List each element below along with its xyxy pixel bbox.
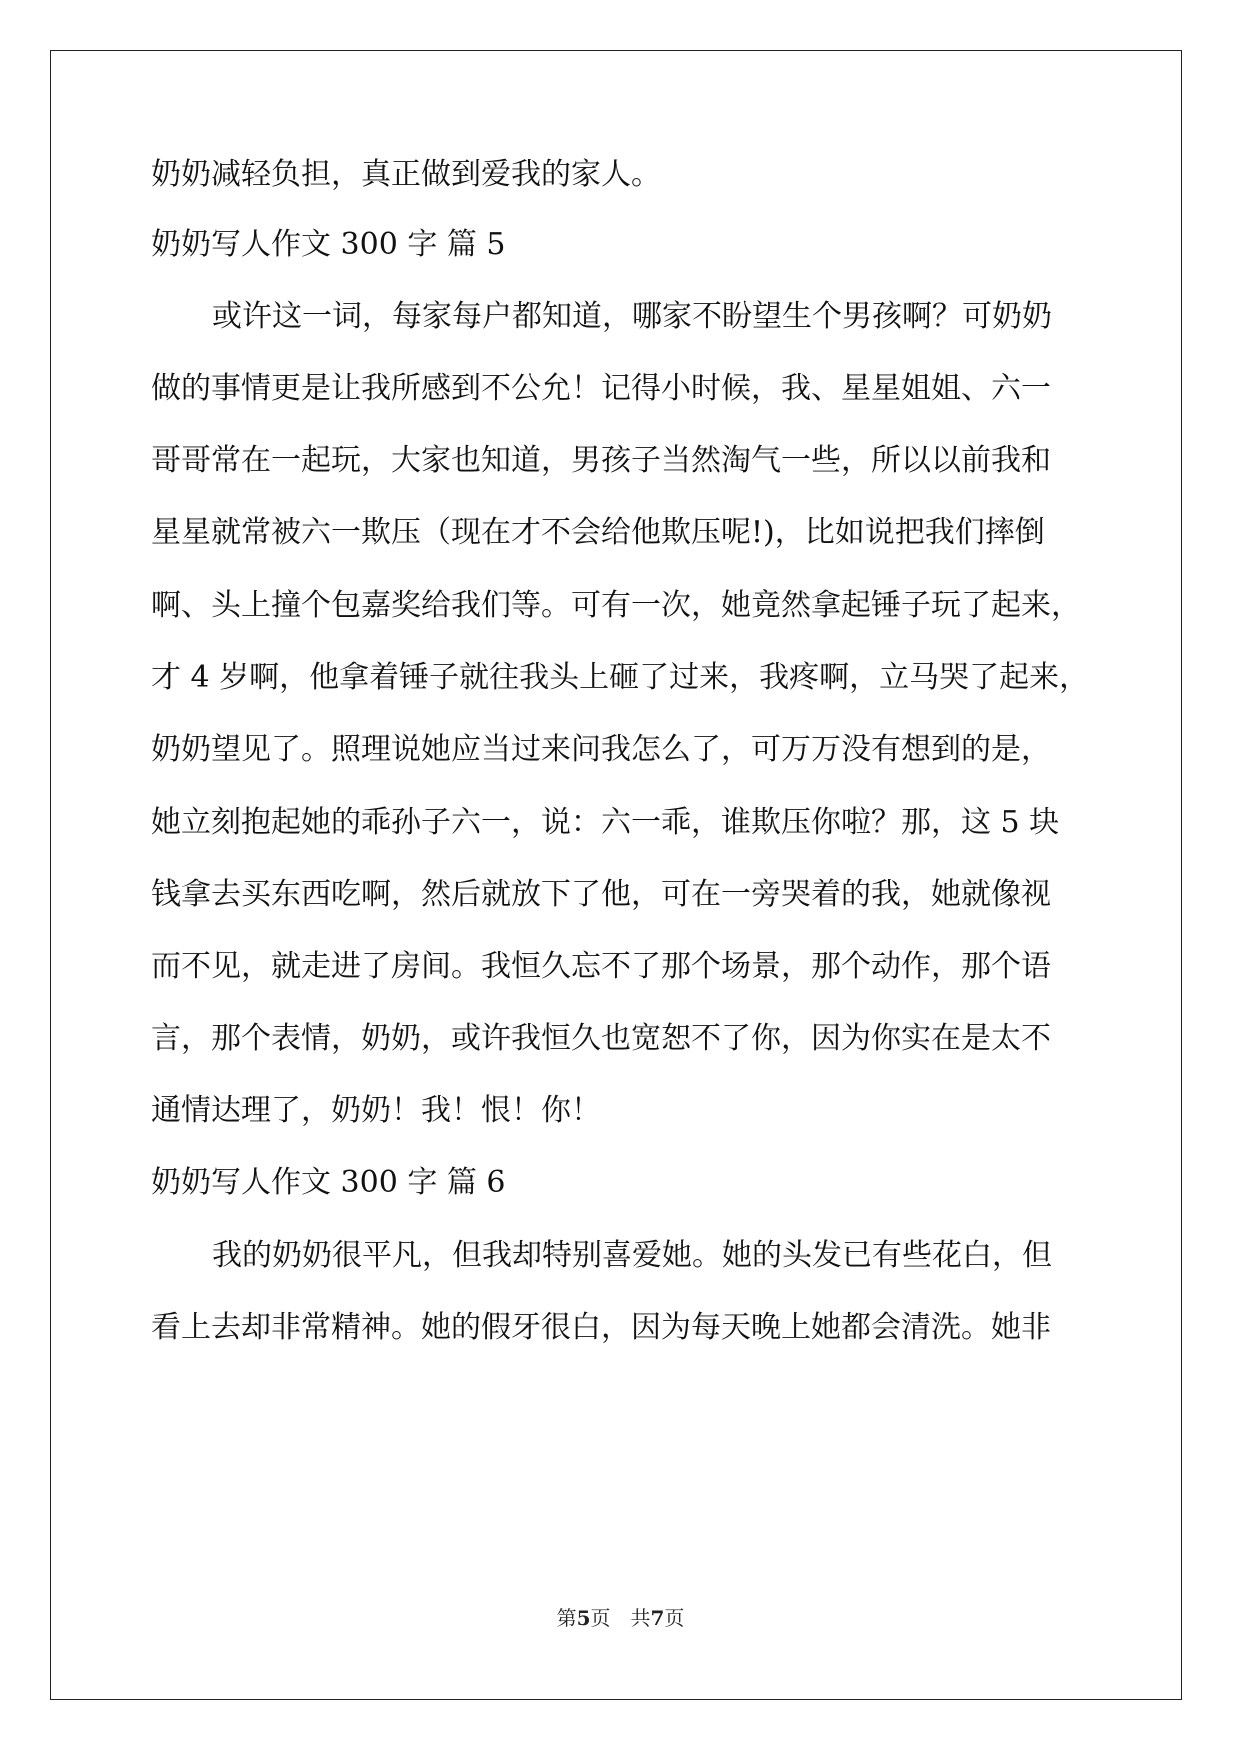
- page-total: 7: [650, 1606, 665, 1630]
- total-prefix: 共: [630, 1606, 651, 1630]
- page-prefix: 第: [556, 1606, 577, 1630]
- paragraph-line: 我的奶奶很平凡，但我却特别喜爱她。她的头发已有些花白，但: [212, 1238, 1052, 1273]
- paragraph-line: 星星就常被六一欺压（现在才不会给他欺压呢!)，比如说把我们摔倒: [151, 515, 1045, 550]
- page-footer: [0, 1602, 1241, 1631]
- section-heading-5: 奶奶写人作文 300 字 篇 5: [151, 227, 506, 262]
- paragraph-line: 啊、头上撞个包嘉奖给我们等。可有一次，她竟然拿起锤子玩了起来，: [151, 588, 1081, 623]
- paragraph-line: 看上去却非常精神。她的假牙很白，因为每天晚上她都会清洗。她非: [151, 1310, 1051, 1345]
- paragraph-line: 她立刻抱起她的乖孙子六一，说：六一乖，谁欺压你啦？那，这 5 块: [151, 805, 1060, 840]
- paragraph-line: 哥哥常在一起玩，大家也知道，男孩子当然淘气一些，所以以前我和: [151, 443, 1051, 478]
- text-line: 奶奶减轻负担，真正做到爱我的家人。: [151, 157, 661, 192]
- paragraph-line: 做的事情更是让我所感到不公允！记得小时候，我、星星姐姐、六一: [151, 371, 1051, 406]
- paragraph-line: 钱拿去买东西吃啊，然后就放下了他，可在一旁哭着的我，她就像视: [151, 877, 1051, 912]
- paragraph-line: 言，那个表情，奶奶，或许我恒久也宽恕不了你，因为你实在是太不: [151, 1021, 1051, 1056]
- paragraph-line: 通情达理了，奶奶！我！恨！你！: [151, 1093, 601, 1128]
- page-current: 5: [576, 1606, 591, 1630]
- section-heading-6: 奶奶写人作文 300 字 篇 6: [151, 1165, 506, 1200]
- paragraph-line: 奶奶望见了。照理说她应当过来问我怎么了，可万万没有想到的是，: [151, 732, 1051, 767]
- paragraph-line: 或许这一词，每家每户都知道，哪家不盼望生个男孩啊？可奶奶: [212, 299, 1052, 334]
- page-mid: 页: [590, 1606, 611, 1630]
- paragraph-line: 才 4 岁啊，他拿着锤子就往我头上砸了过来，我疼啊，立马哭了起来，: [151, 660, 1090, 695]
- paragraph-line: 而不见，就走进了房间。我恒久忘不了那个场景，那个动作，那个语: [151, 949, 1051, 984]
- total-suffix: 页: [664, 1606, 685, 1630]
